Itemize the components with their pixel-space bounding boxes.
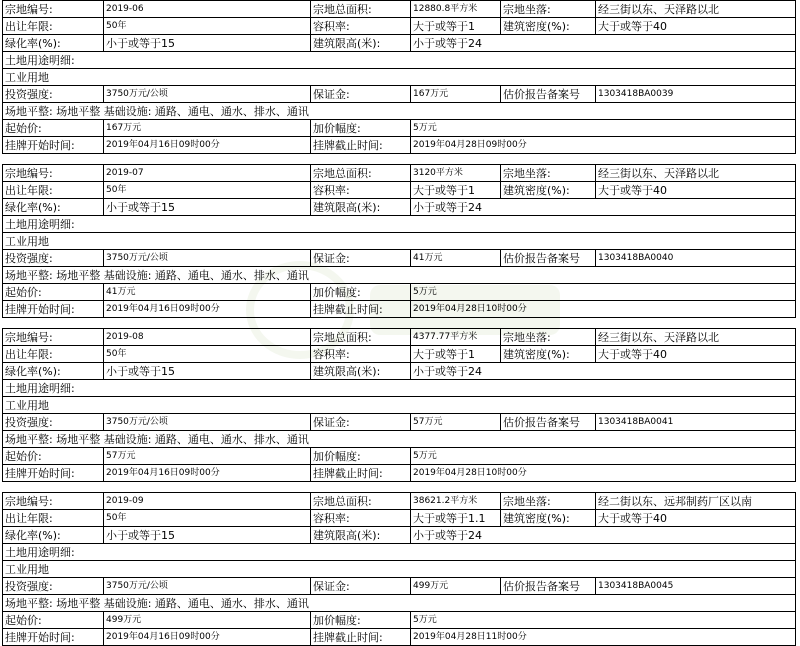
value-start-time: 2019年04月16日09时00分 xyxy=(104,137,311,154)
table-row xyxy=(3,120,796,137)
value-end-time: 2019年04月28日09时00分 xyxy=(411,137,796,154)
value-start-time: 2019年04月16日09时00分 xyxy=(104,301,311,318)
parcel-table xyxy=(2,492,796,646)
table-row xyxy=(3,465,796,482)
table-row xyxy=(3,284,796,301)
parcel-table xyxy=(2,0,796,154)
value-code: 2019-06 xyxy=(104,1,311,18)
table-row xyxy=(3,346,796,363)
value-end-time: 2019年04月28日10时00分 xyxy=(411,301,796,318)
label-far: 容积率: xyxy=(311,510,411,527)
value-term: 50年 xyxy=(104,182,311,199)
label-area: 宗地总面积: xyxy=(311,329,411,346)
label-use-detail: 土地用途明细: xyxy=(3,52,796,69)
table-row xyxy=(3,578,796,595)
value-location: 经三街以东、天泽路以北 xyxy=(596,1,796,18)
label-start-time: 挂牌开始时间: xyxy=(3,137,104,154)
label-report-no: 估价报告备案号 xyxy=(501,414,596,431)
table-row xyxy=(3,493,796,510)
value-density: 大于或等于40 xyxy=(596,18,796,35)
label-code: 宗地编号: xyxy=(3,1,104,18)
label-report-no: 估价报告备案号 xyxy=(501,250,596,267)
value-area: 38621.2平方米 xyxy=(411,493,501,510)
table-row xyxy=(3,510,796,527)
value-green: 小于或等于15 xyxy=(104,35,311,52)
table-row xyxy=(3,199,796,216)
label-code: 宗地编号: xyxy=(3,165,104,182)
table-row xyxy=(3,165,796,182)
value-code: 2019-09 xyxy=(104,493,311,510)
label-green: 绿化率(%): xyxy=(3,35,104,52)
label-height: 建筑限高(米): xyxy=(311,363,411,380)
label-start-price: 起始价: xyxy=(3,448,104,465)
table-row xyxy=(3,397,796,414)
value-end-time: 2019年04月28日10时00分 xyxy=(411,465,796,482)
label-density: 建筑密度(%): xyxy=(501,182,596,199)
value-deposit: 499万元 xyxy=(411,578,501,595)
label-investment: 投资强度: xyxy=(3,414,104,431)
value-conditions: 场地平整: 场地平整 基础设施: 通路、通电、通水、排水、通讯 xyxy=(3,431,796,448)
label-start-price: 起始价: xyxy=(3,612,104,629)
table-row xyxy=(3,612,796,629)
label-start-time: 挂牌开始时间: xyxy=(3,465,104,482)
value-density: 大于或等于40 xyxy=(596,510,796,527)
label-start-price: 起始价: xyxy=(3,284,104,301)
label-location: 宗地坐落: xyxy=(501,493,596,510)
label-end-time: 挂牌截止时间: xyxy=(311,465,411,482)
label-end-time: 挂牌截止时间: xyxy=(311,301,411,318)
table-row xyxy=(3,52,796,69)
parcel-block xyxy=(2,492,795,646)
label-start-time: 挂牌开始时间: xyxy=(3,301,104,318)
label-report-no: 估价报告备案号 xyxy=(501,578,596,595)
label-term: 出让年限: xyxy=(3,182,104,199)
label-investment: 投资强度: xyxy=(3,578,104,595)
label-deposit: 保证金: xyxy=(311,250,411,267)
value-start-time: 2019年04月16日09时00分 xyxy=(104,629,311,646)
label-far: 容积率: xyxy=(311,346,411,363)
label-location: 宗地坐落: xyxy=(501,329,596,346)
table-row xyxy=(3,629,796,646)
label-deposit: 保证金: xyxy=(311,414,411,431)
value-code: 2019-07 xyxy=(104,165,311,182)
label-code: 宗地编号: xyxy=(3,329,104,346)
value-far: 大于或等于1 xyxy=(411,346,501,363)
value-area: 4377.77平方米 xyxy=(411,329,501,346)
value-increment: 5万元 xyxy=(411,448,796,465)
value-use: 工业用地 xyxy=(3,561,796,578)
value-height: 小于或等于24 xyxy=(411,199,796,216)
label-height: 建筑限高(米): xyxy=(311,35,411,52)
label-far: 容积率: xyxy=(311,182,411,199)
value-investment: 3750万元/公顷 xyxy=(104,414,311,431)
table-row xyxy=(3,363,796,380)
label-term: 出让年限: xyxy=(3,18,104,35)
label-deposit: 保证金: xyxy=(311,86,411,103)
value-height: 小于或等于24 xyxy=(411,527,796,544)
value-investment: 3750万元/公顷 xyxy=(104,578,311,595)
table-row xyxy=(3,595,796,612)
label-green: 绿化率(%): xyxy=(3,527,104,544)
value-conditions: 场地平整: 场地平整 基础设施: 通路、通电、通水、排水、通讯 xyxy=(3,267,796,284)
value-use: 工业用地 xyxy=(3,397,796,414)
value-end-time: 2019年04月28日11时00分 xyxy=(411,629,796,646)
table-row xyxy=(3,544,796,561)
value-start-price: 499万元 xyxy=(104,612,311,629)
value-far: 大于或等于1 xyxy=(411,18,501,35)
table-row xyxy=(3,561,796,578)
table-row xyxy=(3,527,796,544)
table-row xyxy=(3,216,796,233)
value-deposit: 41万元 xyxy=(411,250,501,267)
value-location: 经三街以东、天泽路以北 xyxy=(596,329,796,346)
value-height: 小于或等于24 xyxy=(411,35,796,52)
label-increment: 加价幅度: xyxy=(311,448,411,465)
label-area: 宗地总面积: xyxy=(311,165,411,182)
value-report-no: 1303418BA0041 xyxy=(596,414,796,431)
value-increment: 5万元 xyxy=(411,284,796,301)
value-height: 小于或等于24 xyxy=(411,363,796,380)
table-row xyxy=(3,69,796,86)
label-location: 宗地坐落: xyxy=(501,165,596,182)
table-row xyxy=(3,380,796,397)
value-green: 小于或等于15 xyxy=(104,527,311,544)
label-density: 建筑密度(%): xyxy=(501,346,596,363)
label-increment: 加价幅度: xyxy=(311,612,411,629)
table-row xyxy=(3,301,796,318)
label-use-detail: 土地用途明细: xyxy=(3,544,796,561)
table-row xyxy=(3,414,796,431)
value-investment: 3750万元/公顷 xyxy=(104,86,311,103)
value-deposit: 167万元 xyxy=(411,86,501,103)
label-start-price: 起始价: xyxy=(3,120,104,137)
label-investment: 投资强度: xyxy=(3,250,104,267)
label-term: 出让年限: xyxy=(3,510,104,527)
value-area: 12880.8平方米 xyxy=(411,1,501,18)
value-report-no: 1303418BA0045 xyxy=(596,578,796,595)
value-start-price: 167万元 xyxy=(104,120,311,137)
value-green: 小于或等于15 xyxy=(104,363,311,380)
label-area: 宗地总面积: xyxy=(311,493,411,510)
table-row xyxy=(3,233,796,250)
value-area: 3120平方米 xyxy=(411,165,501,182)
label-report-no: 估价报告备案号 xyxy=(501,86,596,103)
label-increment: 加价幅度: xyxy=(311,120,411,137)
value-report-no: 1303418BA0040 xyxy=(596,250,796,267)
table-row xyxy=(3,18,796,35)
label-use-detail: 土地用途明细: xyxy=(3,380,796,397)
value-use: 工业用地 xyxy=(3,69,796,86)
label-end-time: 挂牌截止时间: xyxy=(311,137,411,154)
label-investment: 投资强度: xyxy=(3,86,104,103)
label-height: 建筑限高(米): xyxy=(311,199,411,216)
table-row xyxy=(3,1,796,18)
value-green: 小于或等于15 xyxy=(104,199,311,216)
label-far: 容积率: xyxy=(311,18,411,35)
label-density: 建筑密度(%): xyxy=(501,18,596,35)
table-row xyxy=(3,182,796,199)
table-row xyxy=(3,35,796,52)
value-density: 大于或等于40 xyxy=(596,182,796,199)
label-density: 建筑密度(%): xyxy=(501,510,596,527)
value-code: 2019-08 xyxy=(104,329,311,346)
value-report-no: 1303418BA0039 xyxy=(596,86,796,103)
label-use-detail: 土地用途明细: xyxy=(3,216,796,233)
label-deposit: 保证金: xyxy=(311,578,411,595)
label-start-time: 挂牌开始时间: xyxy=(3,629,104,646)
label-green: 绿化率(%): xyxy=(3,363,104,380)
label-increment: 加价幅度: xyxy=(311,284,411,301)
value-investment: 3750万元/公顷 xyxy=(104,250,311,267)
label-height: 建筑限高(米): xyxy=(311,527,411,544)
label-location: 宗地坐落: xyxy=(501,1,596,18)
table-row xyxy=(3,448,796,465)
value-conditions: 场地平整: 场地平整 基础设施: 通路、通电、通水、排水、通讯 xyxy=(3,103,796,120)
parcel-block xyxy=(2,164,795,318)
label-code: 宗地编号: xyxy=(3,493,104,510)
label-green: 绿化率(%): xyxy=(3,199,104,216)
label-end-time: 挂牌截止时间: xyxy=(311,629,411,646)
table-row xyxy=(3,329,796,346)
value-start-price: 57万元 xyxy=(104,448,311,465)
value-term: 50年 xyxy=(104,510,311,527)
value-start-price: 41万元 xyxy=(104,284,311,301)
value-deposit: 57万元 xyxy=(411,414,501,431)
parcel-block xyxy=(2,328,795,482)
value-density: 大于或等于40 xyxy=(596,346,796,363)
value-term: 50年 xyxy=(104,346,311,363)
value-start-time: 2019年04月16日09时00分 xyxy=(104,465,311,482)
table-row xyxy=(3,103,796,120)
table-row xyxy=(3,137,796,154)
value-conditions: 场地平整: 场地平整 基础设施: 通路、通电、通水、排水、通讯 xyxy=(3,595,796,612)
table-row xyxy=(3,86,796,103)
value-use: 工业用地 xyxy=(3,233,796,250)
value-location: 经三街以东、天泽路以北 xyxy=(596,165,796,182)
value-location: 经二街以东、远邦制药厂区以南 xyxy=(596,493,796,510)
table-row xyxy=(3,431,796,448)
value-term: 50年 xyxy=(104,18,311,35)
parcel-table xyxy=(2,328,796,482)
table-row xyxy=(3,250,796,267)
table-row xyxy=(3,267,796,284)
value-far: 大于或等于1.1 xyxy=(411,510,501,527)
value-increment: 5万元 xyxy=(411,120,796,137)
label-term: 出让年限: xyxy=(3,346,104,363)
label-area: 宗地总面积: xyxy=(311,1,411,18)
parcel-table xyxy=(2,164,796,318)
parcel-block xyxy=(2,0,795,154)
value-far: 大于或等于1 xyxy=(411,182,501,199)
value-increment: 5万元 xyxy=(411,612,796,629)
